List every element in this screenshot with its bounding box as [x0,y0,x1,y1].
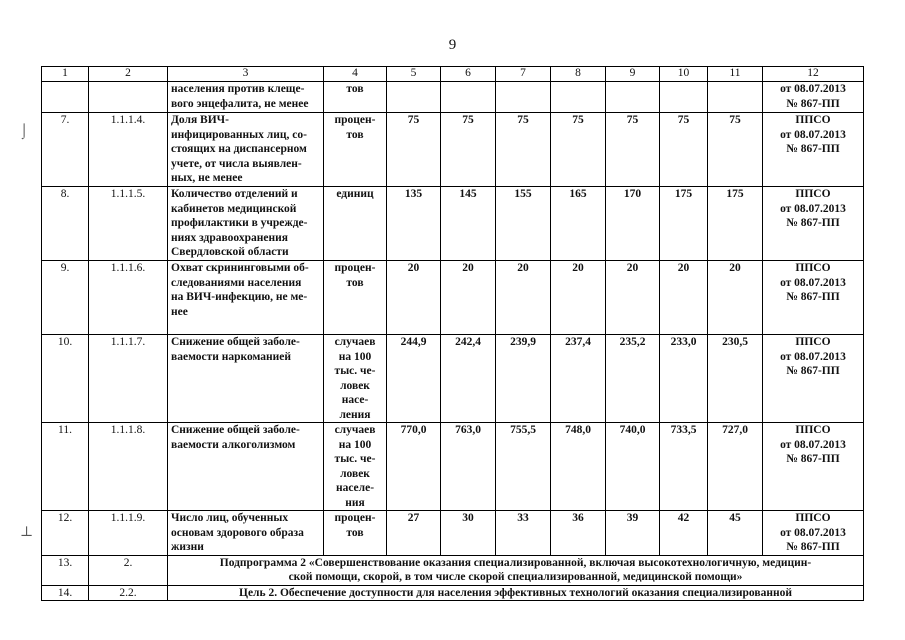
cell-lines [766,113,860,157]
cell-line: ловек [340,467,370,480]
value-cell [606,82,660,113]
cell-line: от 08.07.2013 [780,83,846,95]
header-cell: 1 [42,67,89,82]
cell-lines [171,187,320,260]
cell-line: № 867-ПП [786,541,840,553]
cell-line: ППСО [795,336,831,348]
cell-line: процен- [334,262,376,274]
header-cell: 6 [441,67,496,82]
cell-lines [327,511,383,540]
value-cell: 36 [551,511,606,556]
source-cell [763,261,864,335]
indicator-name [168,511,324,556]
cell-lines [766,335,860,379]
row-number: 7. [42,113,89,187]
cell-line: процен- [334,114,376,126]
value-cell [551,82,606,113]
cell-line: Снижение общей заболе- [171,424,300,436]
cell-line: № 867-ПП [786,365,840,377]
cell-lines [327,187,383,202]
margin-mark-top: ⌡ [20,124,29,139]
cell-lines [171,82,320,111]
value-cell: 75 [387,113,441,187]
value-cell: 75 [660,113,708,187]
value-cell: 75 [551,113,606,187]
value-cell: 39 [606,511,660,556]
source-cell [763,335,864,423]
table-row [42,187,864,261]
header-cell: 2 [89,67,168,82]
header-cell: 11 [708,67,763,82]
program-row [42,585,864,601]
value-cell: 45 [708,511,763,556]
cell-lines [766,82,860,111]
value-cell: 244,9 [387,335,441,423]
header-cell: 8 [551,67,606,82]
cell-line: вого энцефалита, не менее [171,97,309,110]
indicators-table [41,66,864,601]
row-number: 9. [42,261,89,335]
value-cell: 770,0 [387,423,441,511]
value-cell [708,82,763,113]
page-number: 9 [448,37,457,53]
cell-line: от 08.07.2013 [780,438,846,451]
cell-line: от 08.07.2013 [780,526,846,539]
cell-line: тов [346,128,364,141]
row-code [89,82,168,113]
value-cell: 20 [660,261,708,335]
value-cell: 20 [496,261,551,335]
cell-lines [327,261,383,290]
cell-lines [171,261,320,319]
value-cell: 170 [606,187,660,261]
value-cell: 235,2 [606,335,660,423]
table-row [42,261,864,335]
value-cell: 763,0 [441,423,496,511]
program-title [168,585,864,601]
value-cell: 20 [606,261,660,335]
value-cell: 155 [496,187,551,261]
cell-line: Подпрограмма 2 «Совершенствование оказания специализированной, включая высокотехнологичную, медицин- [219,556,812,569]
table-row [42,113,864,187]
row-number: 12. [42,511,89,556]
row-code: 1.1.1.5. [89,187,168,261]
cell-lines [766,511,860,555]
cell-line: кабинетов медицинской [171,202,297,215]
row-number: 10. [42,335,89,423]
value-cell: 239,9 [496,335,551,423]
cell-line: от 08.07.2013 [780,276,846,289]
value-cell: 242,4 [441,335,496,423]
value-cell: 75 [606,113,660,187]
cell-line: Доля ВИЧ- [171,114,229,126]
value-cell: 30 [441,511,496,556]
value-cell: 237,4 [551,335,606,423]
cell-line: на 100 [338,438,372,451]
source-cell [763,113,864,187]
row-number: 14. [42,585,89,601]
cell-line: случаев [334,424,376,436]
row-code: 1.1.1.4. [89,113,168,187]
cell-line: тыс. че- [334,453,376,465]
source-cell [763,423,864,511]
cell-line: ловек [340,379,370,392]
value-cell: 748,0 [551,423,606,511]
cell-line: № 867-ПП [786,217,840,229]
program-row [42,555,864,585]
row-code: 1.1.1.9. [89,511,168,556]
cell-line: единиц [336,188,374,200]
cell-line: тыс. че- [334,365,376,377]
cell-line: на 100 [338,350,372,363]
header-cell: 9 [606,67,660,82]
value-cell: 20 [441,261,496,335]
table-row [42,423,864,511]
cell-line: № 867-ПП [786,291,840,303]
cell-line: насе- [341,394,369,406]
cell-line: от 08.07.2013 [780,202,846,215]
cell-line: стоящих на диспансерном [171,143,307,155]
value-cell: 75 [708,113,763,187]
cell-line: следованиями населения [171,276,302,289]
cell-lines [171,335,320,364]
row-code: 1.1.1.7. [89,335,168,423]
table-row [42,511,864,556]
cell-line: ления [339,408,371,421]
header-cell: 7 [496,67,551,82]
table-row [42,335,864,423]
cell-line: ния [345,496,365,509]
cell-line: Цель 2. Обеспечение доступности для населения эффективных технологий оказания специализированной [239,586,792,599]
cell-line: ППСО [795,188,831,200]
cell-line: тов [346,526,364,539]
value-cell: 27 [387,511,441,556]
cell-line: процен- [334,512,376,524]
cell-lines [766,261,860,305]
source-cell [763,511,864,556]
cell-lines [171,511,320,555]
value-cell: 727,0 [708,423,763,511]
value-cell: 145 [441,187,496,261]
indicator-name [168,423,324,511]
cell-lines [171,556,860,585]
margin-mark-bottom: ⊥ [20,525,34,540]
value-cell: 175 [660,187,708,261]
indicator-name [168,335,324,423]
cell-line: от 08.07.2013 [780,350,846,363]
cell-line: ППСО [795,424,831,436]
row-code: 1.1.1.8. [89,423,168,511]
unit-cell [324,187,387,261]
cell-line: тов [346,276,364,289]
value-cell [660,82,708,113]
cell-line: ской помощи, скорой, в том числе скорой специализированной, медицинской помощи» [288,571,743,583]
indicator-name [168,82,324,113]
cell-line: № 867-ПП [786,143,840,155]
indicator-name [168,261,324,335]
source-cell [763,187,864,261]
row-code: 2. [89,555,168,585]
value-cell: 230,5 [708,335,763,423]
value-cell: 42 [660,511,708,556]
value-cell: 233,0 [660,335,708,423]
unit-cell [324,82,387,113]
cell-line: жизни [171,541,204,553]
cell-line: от 08.07.2013 [780,128,846,141]
cell-line: населе- [335,482,375,494]
cell-lines [327,113,383,142]
value-cell: 740,0 [606,423,660,511]
value-cell: 755,5 [496,423,551,511]
value-cell: 135 [387,187,441,261]
cell-line: Снижение общей заболе- [171,336,300,348]
value-cell: 75 [441,113,496,187]
header-cell: 5 [387,67,441,82]
cell-line: на ВИЧ-инфекцию, не ме- [171,291,308,303]
header-cell: 10 [660,67,708,82]
indicator-name [168,187,324,261]
cell-line: Свердловской области [171,246,289,258]
header-cell: 4 [324,67,387,82]
value-cell [496,82,551,113]
cell-line: тов [346,83,364,95]
cell-line: Число лиц, обученных [171,512,289,524]
value-cell: 20 [387,261,441,335]
row-number: 8. [42,187,89,261]
value-cell: 733,5 [660,423,708,511]
cell-line: основам здорового образа [171,526,304,539]
cell-line: ваемости наркоманией [171,350,292,363]
row-number: 13. [42,555,89,585]
cell-lines [327,423,383,510]
value-cell: 75 [496,113,551,187]
cell-line: ниях здравоохранения [171,231,288,244]
cell-line: профилактики в учрежде- [171,217,308,229]
cell-line: инфицированных лиц, со- [171,128,307,141]
row-code: 2.2. [89,585,168,601]
cell-line: № 867-ПП [786,97,840,110]
cell-line: ваемости алкоголизмом [171,438,296,451]
cell-lines [171,586,860,601]
row-number: 11. [42,423,89,511]
cell-line: учете, от числа выявлен- [171,157,302,170]
cell-lines [171,423,320,452]
cell-line: № 867-ПП [786,453,840,465]
program-title [168,555,864,585]
table-row [42,82,864,113]
cell-line: ных, не менее [171,172,243,184]
value-cell: 20 [708,261,763,335]
value-cell: 175 [708,187,763,261]
value-cell: 20 [551,261,606,335]
source-cell [763,82,864,113]
row-code: 1.1.1.6. [89,261,168,335]
value-cell: 165 [551,187,606,261]
unit-cell [324,511,387,556]
cell-line: ППСО [795,512,831,524]
header-row [42,67,864,82]
unit-cell [324,261,387,335]
cell-line: населения против клеще- [171,83,305,95]
cell-line: Охват скрининговыми об- [171,262,309,274]
cell-lines [171,113,320,186]
cell-line: случаев [334,336,376,348]
header-cell: 3 [168,67,324,82]
cell-line: ППСО [795,262,831,274]
header-cell: 12 [763,67,864,82]
cell-line: нее [171,305,188,318]
value-cell [441,82,496,113]
unit-cell [324,335,387,423]
unit-cell [324,113,387,187]
unit-cell [324,423,387,511]
value-cell: 33 [496,511,551,556]
row-number [42,82,89,113]
cell-lines [327,335,383,422]
cell-lines [766,423,860,467]
cell-line: ППСО [795,114,831,126]
cell-line: Количество отделений и [171,188,298,200]
cell-lines [766,187,860,231]
value-cell [387,82,441,113]
cell-lines [327,82,383,97]
indicator-name [168,113,324,187]
